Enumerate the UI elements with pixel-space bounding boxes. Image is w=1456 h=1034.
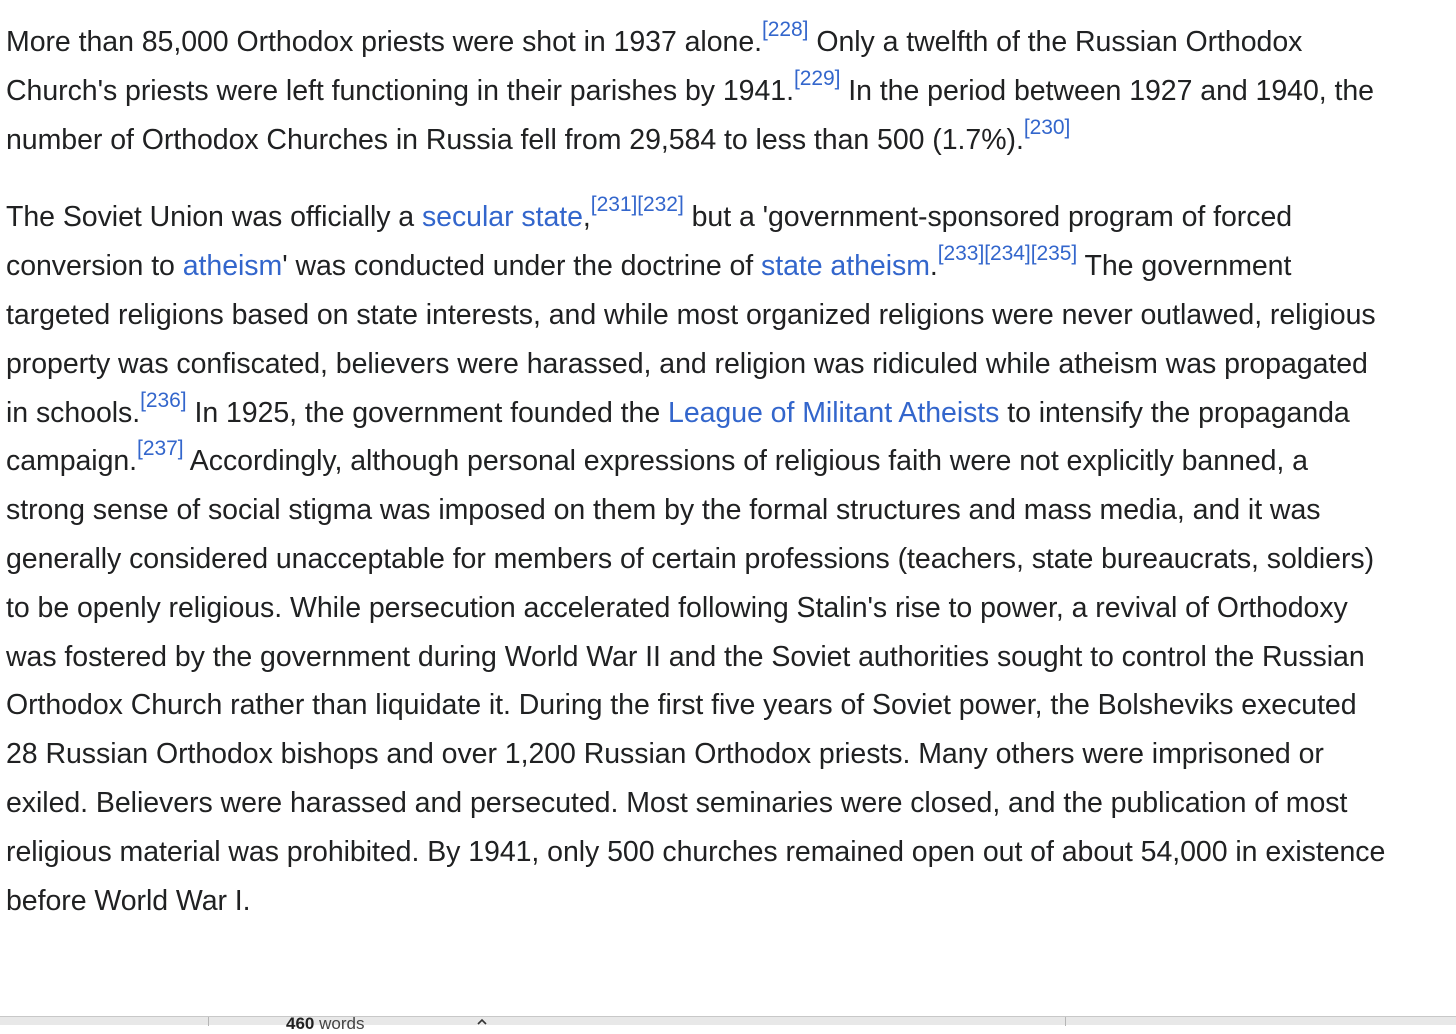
citation-231[interactable]	[591, 193, 637, 216]
citation-link[interactable]: [236]	[140, 388, 187, 412]
citation-link[interactable]: [231]	[590, 193, 638, 217]
text-segment: Accordingly, although personal expressions of religious faith were not explicitly banned, a strong sense of social stigma was imposed on them by the formal structures and mass media, and it was generally considered unacceptable for members of certain professions (teachers, state bureaucrats, soldiers) to be openly religious. While persecution accelerated following Stalin's rise to power, a revival of Orthodoxy was fostered by the government during World War II and the Soviet authorities sought to control the Russian Orthodox Church rather than liquidate it. During the first five years of Soviet power, the Bolsheviks executed 28 Russian Orthodox bishops and over 1,200 Russian Orthodox priests. Many others were imprisoned or exiled. Believers were harassed and persecuted. Most seminaries were closed, and the publication of most religious material was prohibited. By 1941, only 500 churches remained open out of about 54,000 in existence before World War I.	[6, 445, 1386, 917]
status-bar	[0, 1014, 1456, 1033]
text-segment: The Soviet Union was officially a	[6, 201, 422, 234]
link-league-of-militant-atheists[interactable]: League of Militant Atheists	[668, 396, 1000, 429]
link-atheism[interactable]: atheism	[182, 250, 283, 283]
citation-236[interactable]	[140, 388, 186, 411]
word-count-indicator[interactable]	[286, 1014, 364, 1034]
text-segment: More than 85,000 Orthodox priests were shot in 1937 alone.	[6, 26, 762, 58]
status-divider	[1065, 1017, 1066, 1026]
text-segment: The government targeted religions based on state interests, and while most organized religions were never outlawed, religious property was confiscated, believers were harassed, and religion was ridiculed while atheism was propagated in schools.	[6, 250, 1376, 429]
citation-link[interactable]: [232]	[637, 193, 684, 217]
text-segment: .	[929, 250, 938, 283]
citation-237[interactable]	[137, 437, 183, 460]
link-secular-state[interactable]: secular state	[421, 201, 583, 234]
citation-234[interactable]	[984, 242, 1030, 265]
text-segment: In the period between 1927 and 1940, the number of Orthodox Churches in Russia fell from 29,584 to less than 500 (1.7%).	[6, 74, 1374, 156]
article-body	[6, 18, 1391, 925]
citation-233[interactable]	[938, 242, 984, 265]
paragraph-state-atheism	[6, 193, 1391, 925]
text-segment: Only a twelfth of the Russian Orthodox Church's priests were left functioning in their parishes by 1941.	[6, 26, 1303, 107]
citation-230[interactable]	[1024, 115, 1070, 138]
citation-229[interactable]	[794, 67, 840, 90]
word-count-label: words	[319, 1014, 365, 1033]
text-segment: to intensify the propaganda campaign.	[6, 396, 1350, 478]
text-segment: ,	[582, 201, 591, 234]
status-divider	[208, 1017, 209, 1026]
link-state-atheism[interactable]: state atheism	[761, 250, 930, 283]
chevron-up-icon[interactable]	[476, 1016, 488, 1028]
citation-link[interactable]: [228]	[761, 17, 809, 41]
word-count-number: 460	[286, 1014, 315, 1033]
citation-232[interactable]	[637, 193, 683, 216]
citation-235[interactable]	[1031, 242, 1077, 265]
citation-link[interactable]: [235]	[1030, 242, 1078, 266]
text-segment: but a 'government-sponsored program of forced conversion to	[6, 201, 1293, 283]
citation-228[interactable]	[762, 18, 808, 41]
citation-link[interactable]: [229]	[793, 66, 841, 90]
citation-link[interactable]: [230]	[1023, 115, 1071, 139]
citation-link[interactable]: [237]	[137, 437, 184, 461]
citation-link[interactable]: [234]	[984, 242, 1031, 266]
text-segment: In 1925, the government founded the	[186, 396, 669, 429]
paragraph-priests	[6, 18, 1391, 164]
text-segment: ' was conducted under the doctrine of	[282, 250, 762, 283]
citation-link[interactable]: [233]	[937, 242, 985, 266]
